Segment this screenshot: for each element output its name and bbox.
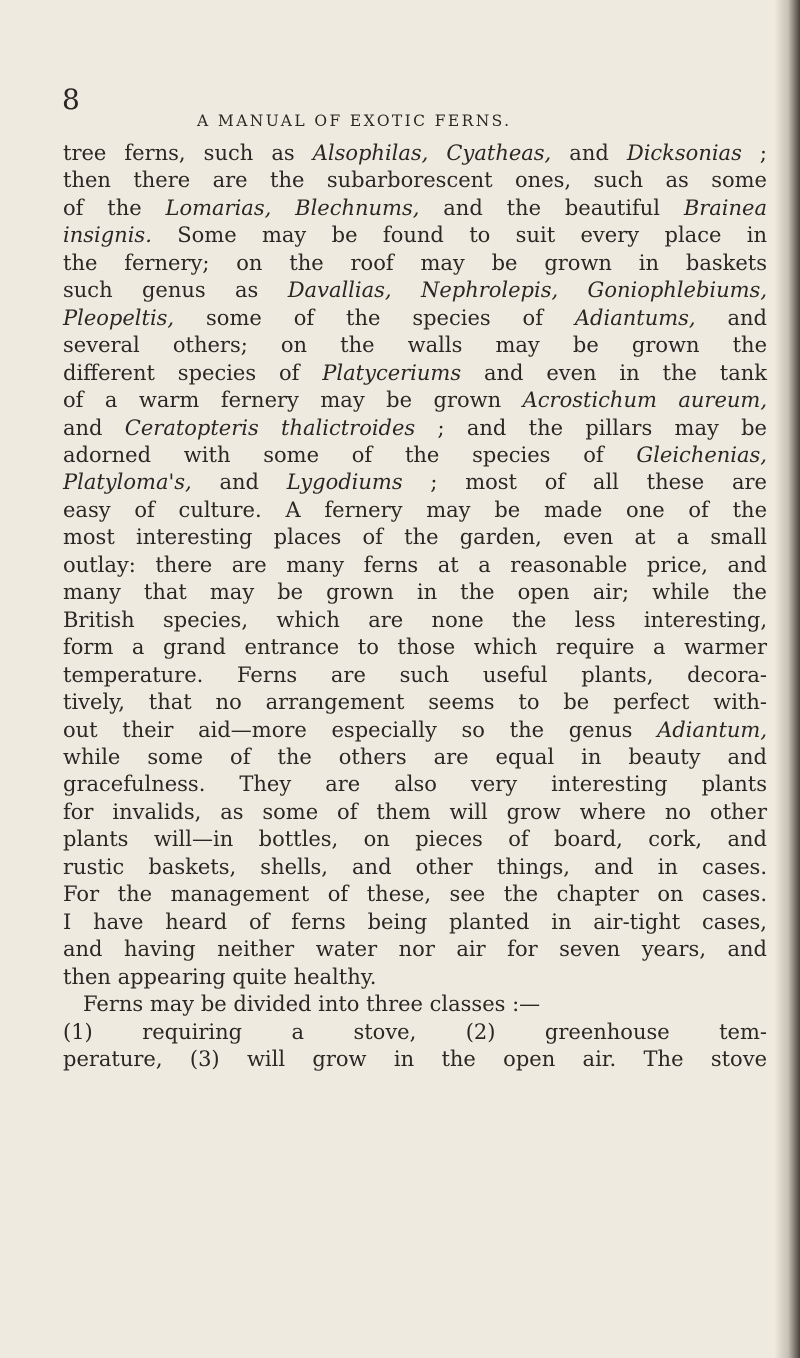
text-line: of a warm fernery may be grown Acrostichum aureum,: [63, 388, 767, 413]
text-line: (1) requiring a stove, (2) greenhouse tem-: [63, 1019, 767, 1044]
text-line: for invalids, as some of them will grow where no other: [63, 799, 767, 824]
running-head: A MANUAL OF EXOTIC FERNS.: [197, 112, 512, 130]
text-line: perature, (3) will grow in the open air. The stove: [63, 1046, 767, 1071]
text-line: out their aid—more especially so the genus Adiantum,: [63, 717, 767, 742]
text-line: tree ferns, such as Alsophilas, Cyatheas, and Dicksonias ;: [63, 141, 767, 165]
text-line: I have heard of ferns being planted in air-tight cases,: [63, 909, 767, 934]
text-line: several others; on the walls may be grown the: [63, 333, 767, 358]
text-line: gracefulness. They are also very interesting plants: [63, 772, 767, 797]
text-line: many that may be grown in the open air; while the: [63, 580, 767, 605]
text-line: and having neither water nor air for seven years, and: [63, 937, 767, 962]
text-line: tively, that no arrangement seems to be perfect with-: [63, 690, 767, 715]
text-line: adorned with some of the species of Gleichenias,: [63, 442, 767, 467]
text-line: the fernery; on the roof may be grown in baskets: [63, 250, 767, 275]
text-line: Pleopeltis, some of the species of Adiantums, and: [63, 305, 767, 330]
text-line: Ferns may be divided into three classes :—: [83, 992, 541, 1017]
text-line: British species, which are none the less interesting,: [63, 607, 767, 632]
text-line: while some of the others are equal in beauty and: [63, 744, 767, 769]
text-line: rustic baskets, shells, and other things, and in cases.: [63, 854, 767, 879]
page-edge-shadow: [774, 0, 800, 1358]
text-line: such genus as Davallias, Nephrolepis, Goniophlebiums,: [63, 278, 768, 303]
text-line: different species of Platyceriums and even in the tank: [63, 360, 767, 385]
text-line: For the management of these, see the chapter on cases.: [63, 882, 767, 907]
text-line: then appearing quite healthy.: [63, 964, 377, 989]
body-text: [63, 140, 767, 1073]
text-line: easy of culture. A fernery may be made one of the: [63, 497, 767, 522]
text-line: Platyloma's, and Lygodiums ; most of all these are: [63, 470, 767, 495]
text-line: and Ceratopteris thalictroides ; and the pillars may be: [63, 415, 767, 440]
page-number: 8: [62, 83, 80, 116]
text-line: form a grand entrance to those which require a warmer: [63, 635, 767, 660]
text-line: temperature. Ferns are such useful plants, decora-: [63, 662, 767, 687]
text-line: most interesting places of the garden, even at a small: [63, 525, 767, 550]
text-line: then there are the subarborescent ones, such as some: [63, 168, 767, 193]
text-line: plants will—in bottles, on pieces of board, cork, and: [63, 827, 767, 852]
text-line: outlay: there are many ferns at a reasonable price, and: [63, 552, 767, 577]
text-line: of the Lomarias, Blechnums, and the beautiful Brainea: [63, 195, 767, 220]
text-line: insignis. Some may be found to suit every place in: [63, 223, 767, 248]
